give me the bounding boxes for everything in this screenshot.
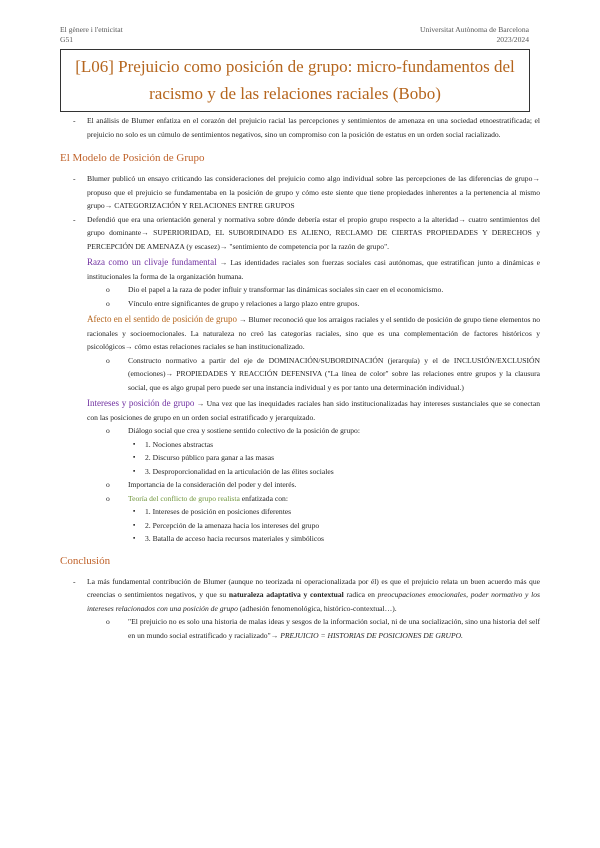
circle-bullet: o bbox=[106, 480, 110, 489]
list-item bbox=[60, 354, 540, 395]
dash-bullet: - bbox=[73, 576, 76, 586]
list-item bbox=[60, 438, 540, 452]
header-left bbox=[60, 25, 123, 45]
list-item bbox=[60, 532, 540, 546]
list-item bbox=[60, 505, 540, 519]
subheading-raza: Raza como un clivaje fundamental bbox=[87, 257, 217, 267]
list-item bbox=[60, 478, 540, 492]
section-heading-conclusion: Conclusión bbox=[60, 554, 111, 567]
intereses-paragraph bbox=[60, 397, 540, 424]
conclusion-bullet bbox=[60, 575, 540, 616]
list-item bbox=[60, 519, 540, 533]
dash-bullet: - bbox=[73, 116, 76, 125]
teoria-text: enfatizada con: bbox=[239, 493, 288, 503]
bullet-text: 1. Nociones abstractas bbox=[145, 439, 214, 449]
group-code: G51 bbox=[60, 35, 74, 44]
title-line-2: racismo y de las relaciones raciales (Bobo) bbox=[149, 84, 441, 103]
bullet-text: 2. Discurso público para ganar a las masas bbox=[145, 453, 275, 462]
square-bullet: ▪ bbox=[133, 440, 136, 448]
title-line-1: [L06] Prejuicio como posición de grupo: micro-fundamentos del bbox=[75, 57, 515, 76]
dash-bullet: - bbox=[73, 174, 76, 183]
intereses-text: → Una vez que las inequidades raciales han sido institucionalizadas hay intereses sustanciales que se conectan con las posiciones de grupo en un orden social estratificado y jerarquizado. bbox=[87, 399, 540, 422]
quote-italic: PREJUICIO = HISTORIAS DE POSICIONES DE GRUPO. bbox=[280, 630, 463, 640]
bullet-text: Constructo normativo a partir del eje de DOMINACIÓN/SUBORDINACIÓN (jerarquía) y el de INCLUSIÓN/EXCLUSIÓN (emociones)→ PROPIEDADES Y REACCIÓN DEFENSIVA ("La línea de color" sobre las relaciones entre grupos y la clausura social, que es algo grupal pero puede ser una instancia individual y es por tanto una determinación individual.) bbox=[128, 355, 540, 392]
header-right bbox=[420, 25, 529, 45]
afecto-text: → Blumer reconoció que los arraigos raciales y el sentido de posición de grupo tiene elementos no racionales y socioemocionales. La naturaleza no creó las categorías raciales, sino que es una complementación de factores históricos y psicológicos→ cómo estas relaciones raciales se han institucionalizado. bbox=[87, 315, 540, 351]
bullet-text: Vínculo entre significantes de grupo y relaciones a largo plazo entre grupos. bbox=[128, 298, 360, 308]
circle-bullet: o bbox=[106, 298, 110, 308]
bullet-text: 3. Batalla de acceso hacia recursos materiales y simbólicos bbox=[145, 534, 325, 543]
raza-text: → Las identidades raciales son fuerzas sociales casi autónomas, que estratifican junto a dinámicas e institucionales la forma de la organización humana. bbox=[87, 258, 541, 281]
square-bullet: ▪ bbox=[133, 508, 136, 515]
conclusion-text: (adhesión fenomenológica, histórico-contextual…). bbox=[237, 603, 397, 613]
subheading-afecto: Afecto en el sentido de posición de grupo bbox=[87, 314, 238, 324]
circle-bullet: o bbox=[106, 285, 110, 294]
bullet-text: 1. Intereses de posición en posiciones diferentes bbox=[145, 507, 292, 516]
quote-arrow: → bbox=[270, 630, 281, 640]
conclusion-italic: preocupaciones emocionales, poder normativo y los intereses relacionados con una posición de grupo bbox=[87, 590, 540, 613]
list-item bbox=[60, 451, 540, 465]
conclusion-bold: naturaleza adaptativa y contextual bbox=[228, 590, 344, 599]
teoria-label: Teoría del conflicto de grupo realista bbox=[128, 493, 240, 503]
quote-text: "El prejuicio no es solo una historia de malas ideas y sesgos de la información social, ni de una socialización, sino una historia del self en un mundo social estratificado y racializado" bbox=[128, 617, 540, 640]
document-body bbox=[60, 114, 540, 642]
bullet-text: Importancia de la consideración del poder y del interés. bbox=[128, 480, 297, 489]
list-item bbox=[60, 172, 540, 213]
course-name: El gènere i l'etnicitat bbox=[60, 25, 123, 34]
bullet-text: 3. Desproporcionalidad en la articulación de las élites sociales bbox=[145, 466, 334, 476]
subheading-intereses: Intereses y posición de grupo bbox=[87, 398, 195, 408]
list-item bbox=[60, 213, 540, 254]
list-item bbox=[60, 492, 540, 506]
intro-text: El análisis de Blumer enfatiza en el corazón del prejuicio racial las percepciones y sentimientos de amenaza en una sociedad etnoestratificada; el prejuicio no solo es un cúmulo de sentimientos negativos, sino un compromiso con la posición de estatus en un orden social racializado. bbox=[87, 116, 540, 139]
page-title bbox=[60, 49, 530, 112]
square-bullet: ▪ bbox=[133, 467, 136, 475]
list-item bbox=[60, 283, 540, 297]
circle-bullet: o bbox=[106, 617, 110, 626]
list-item bbox=[60, 297, 540, 311]
list-item bbox=[60, 424, 540, 438]
square-bullet: ▪ bbox=[133, 521, 136, 529]
circle-bullet: o bbox=[106, 355, 110, 365]
university-name: Universitat Autònoma de Barcelona bbox=[419, 25, 529, 34]
bullet-text: 2. Percepción de la amenaza hacia los intereses del grupo bbox=[145, 520, 320, 530]
bullet-text: Defendió que era una orientación general y normativa sobre dónde debería estar el propio grupo respecto a la alteridad→ cuatro sentimientos del grupo dominante→ SUPERIORIDAD, EL SUBORDINADO ES ALIENO, RECLAMO DE CIERTAS PROPIEDADES Y DERECHOS y PERCEPCIÓN DE AMENAZA (y escasez)→ "sentimiento de competencia por la razón de grupo". bbox=[87, 214, 540, 251]
section-heading-modelo: El Modelo de Posición de Grupo bbox=[60, 152, 205, 164]
dash-bullet: - bbox=[73, 214, 76, 224]
conclusion-text: radica en bbox=[343, 590, 378, 599]
intro-bullet bbox=[60, 114, 540, 141]
bullet-text: Diálogo social que crea y sostiene sentido colectivo de la posición de grupo: bbox=[128, 426, 360, 435]
academic-year: 2023/2024 bbox=[496, 35, 529, 44]
quote-bullet bbox=[60, 615, 540, 642]
bullet-text: Blumer publicó un ensayo criticando las consideraciones del prejuicio como algo individual sobre las percepciones de las diferencias de grupo→ propuso que el prejuicio se fundamentaba en la posición de grupo y cómo este siente que tiene propiedades inherentes a la pertenencia al mismo grupo→ CATEGORIZACIÓN Y RELACIONES ENTRE GRUPOS bbox=[87, 174, 540, 210]
circle-bullet: o bbox=[106, 493, 110, 503]
afecto-paragraph bbox=[60, 313, 540, 354]
conclusion-text: La más fundamental contribución de Blumer (aunque no teorizada ni operacionalizada por él) es que el prejuicio relata un buen acuerdo más que creencias o sentimientos negativos, y que su bbox=[87, 576, 540, 599]
raza-paragraph bbox=[60, 256, 540, 283]
square-bullet: ▪ bbox=[133, 454, 136, 461]
square-bullet: ▪ bbox=[133, 535, 136, 542]
bullet-text: Dio el papel a la raza de poder influir y transformar las dinámicas sociales sin caer en el economicismo. bbox=[128, 285, 444, 294]
list-item bbox=[60, 465, 540, 479]
circle-bullet: o bbox=[106, 426, 110, 435]
